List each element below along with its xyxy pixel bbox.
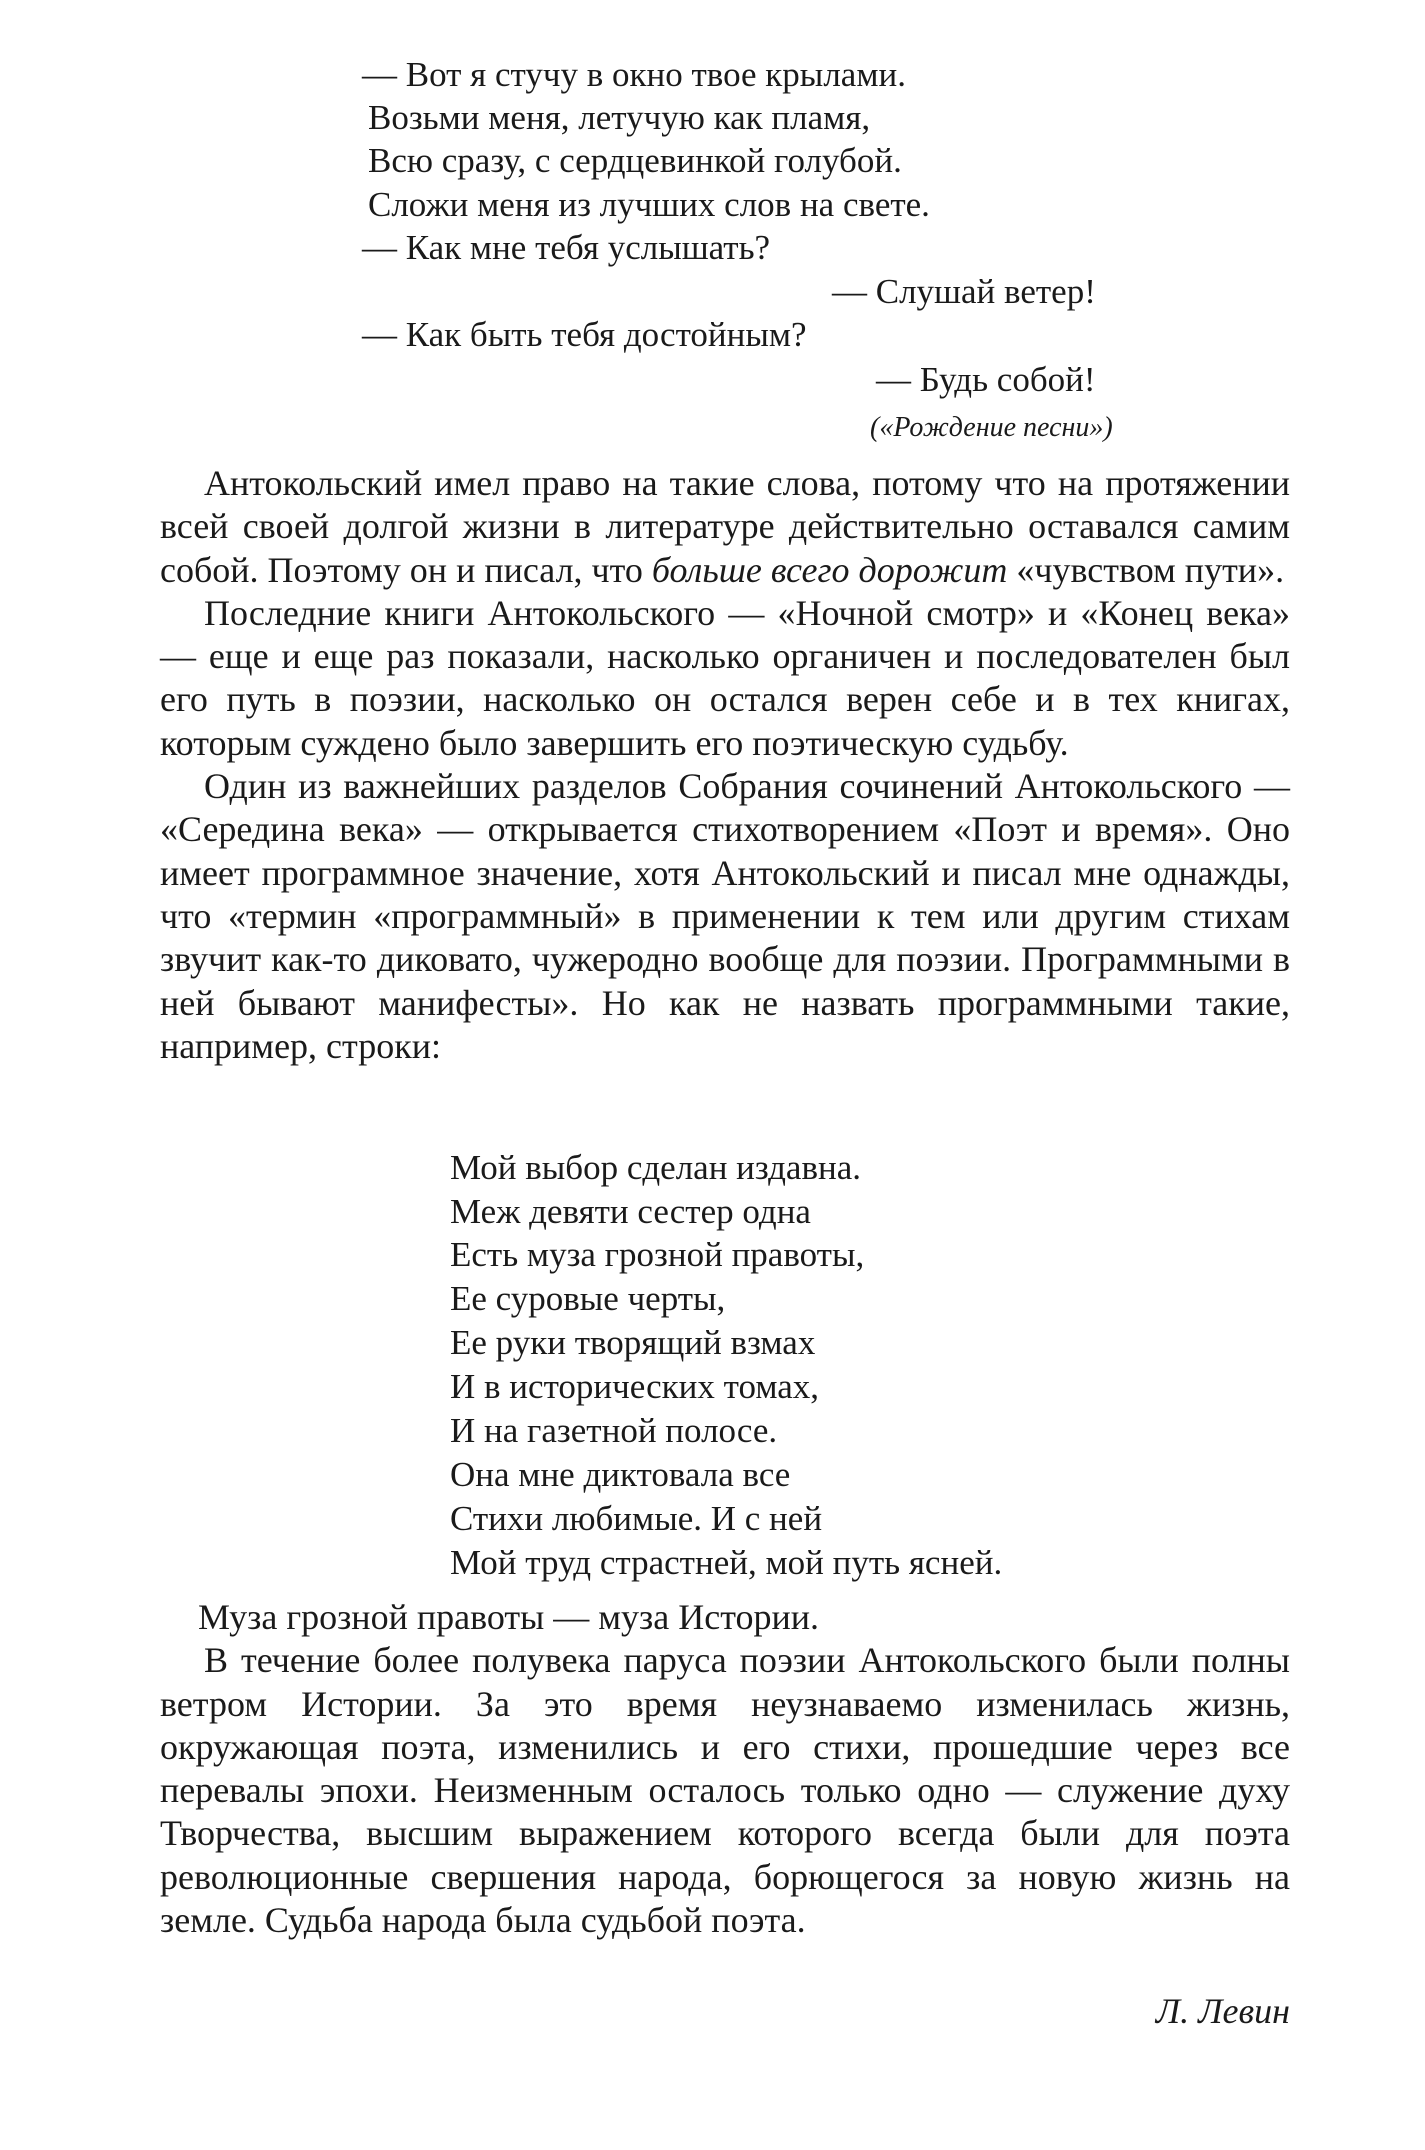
verse-line: Сложи меня из лучших слов на свете. <box>368 185 930 224</box>
emphasis-text: больше всего дорожит <box>651 549 1008 590</box>
paragraph: В течение более полувека паруса поэзии Антокольского были полны ветром Истории. За это время неузнаваемо изменилась жизнь, окружающая поэта, изменились и его стихи, прошедшие через все перевалы эпохи. Неизменным осталось только одно — служение духу Творчества, высшим выражением которого всегда были для поэта революционные свершения народа, борющегося за новую жизнь на земле. Судьба народа была судьбой поэта. <box>160 1640 1290 1941</box>
verse-line: — Слушай ветер! <box>832 272 1096 311</box>
verse-line: Возьми меня, летучую как пламя, <box>368 98 871 137</box>
poem-source: («Рождение песни») <box>870 412 1113 443</box>
verse-line: Она мне диктовала все <box>450 1455 791 1494</box>
verse-line: Стихи любимые. И с ней <box>450 1499 823 1538</box>
verse-line: — Как быть тебя достойным? <box>362 315 807 354</box>
verse-line: Мой выбор сделан издавна. <box>450 1148 861 1187</box>
prose-block-1 <box>160 462 1290 1068</box>
verse-line: Всю сразу, с сердцевинкой голубой. <box>368 141 902 180</box>
author-signature: Л. Левин <box>1155 1991 1290 2031</box>
paragraph: Последние книги Антокольского — «Ночной смотр» и «Конец века» — еще и еще раз показали, насколько органичен и последователен был его путь в поэзии, насколько он остался верен себе и в тех книгах, которым суждено было завершить его поэтическую судьбу. <box>160 592 1290 763</box>
verse-line: — Как мне тебя услышать? <box>362 228 771 267</box>
paragraph-text: «чувством пути». <box>1007 549 1285 590</box>
verse-line: — Будь собой! <box>876 360 1096 399</box>
verse-line: Мой труд страстней, мой путь ясней. <box>450 1543 1003 1582</box>
verse-line: Меж девяти сестер одна <box>450 1192 811 1231</box>
verse-line: — Вот я стучу в окно твое крылами. <box>362 55 906 94</box>
verse-line: Ее суровые черты, <box>450 1279 726 1318</box>
verse-line: И в исторических томах, <box>450 1367 820 1406</box>
paragraph-text: Антокольский имел право на такие слова, потому что на протяжении всей своей долгой жизни в литературе действительно оставался самим собой. Поэтому он и писал, что <box>160 463 1290 590</box>
verse-line: Есть муза грозной правоты, <box>450 1235 865 1274</box>
verse-line: Ее руки творящий взмах <box>450 1323 816 1362</box>
paragraph: Один из важнейших разделов Собрания сочинений Антокольского — «Середина века» — открывается стихотворением «Поэт и время». Оно имеет программное значение, хотя Антокольский и писал мне однажды, что «термин «программный» в применении к тем или другим стихам звучит как-то диковато, чужеродно вообще для поэзии. Программными в ней бывают манифесты». Но как не назвать программными такие, например, строки: <box>160 766 1290 1066</box>
prose-block-2 <box>160 1596 1290 1942</box>
paragraph <box>160 462 1290 592</box>
verse-line: И на газетной полосе. <box>450 1411 778 1450</box>
paragraph: Муза грозной правоты — муза Истории. <box>198 1597 820 1637</box>
